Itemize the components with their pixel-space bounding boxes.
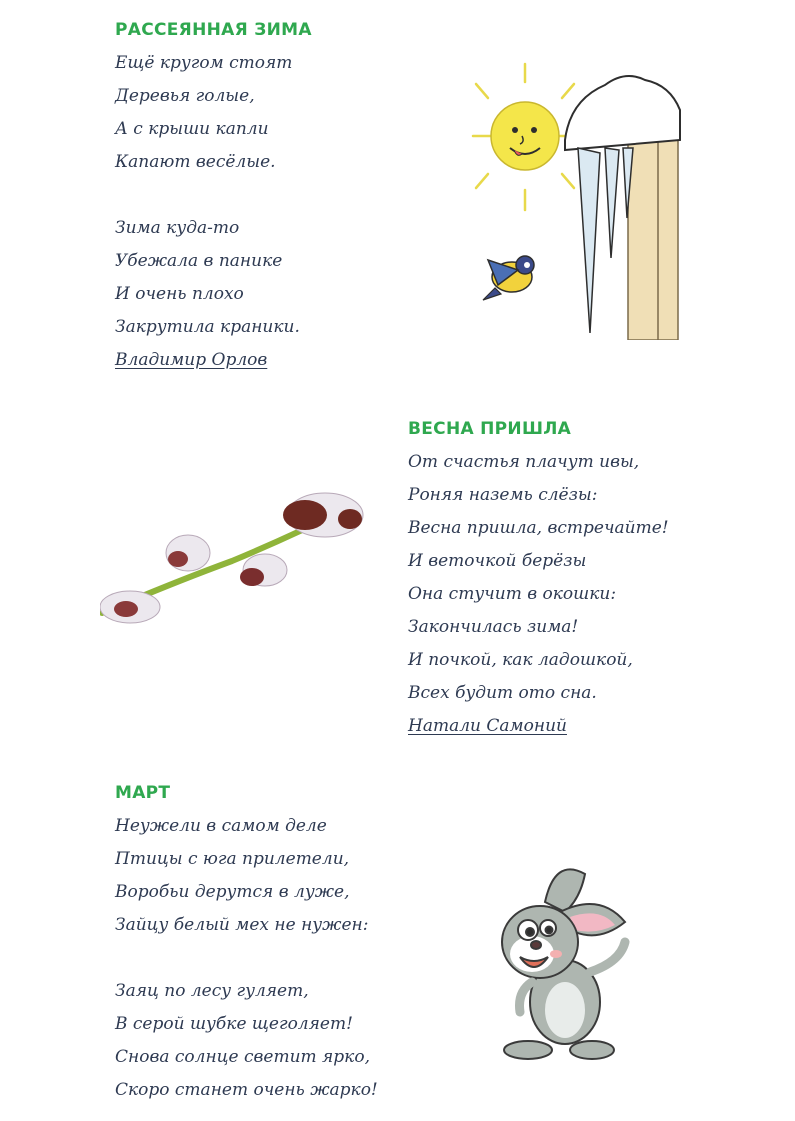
catkin-icon bbox=[100, 591, 160, 623]
poem-line: Деревья голые, bbox=[115, 86, 255, 106]
hare-icon bbox=[502, 869, 625, 1059]
poem-line: Неужели в самом деле bbox=[115, 816, 327, 836]
poem-line: Всех будит ото сна. bbox=[408, 683, 597, 703]
poem-line: Убежала в панике bbox=[115, 251, 283, 271]
poem-line: Закончилась зима! bbox=[408, 617, 579, 637]
sun-icon bbox=[491, 102, 559, 170]
poem-title: РАССЕЯННАЯ ЗИМА bbox=[115, 20, 312, 40]
pussy-willow-branch-illustration bbox=[100, 485, 370, 635]
poem-line: И веточкой берёзы bbox=[408, 551, 587, 571]
poem-line: Снова солнце светит ярко, bbox=[115, 1047, 370, 1067]
stanza-gap bbox=[115, 179, 312, 212]
poem-rasseyannaya-zima bbox=[115, 14, 312, 377]
poem-line: Зайцу белый мех не нужен: bbox=[115, 915, 369, 935]
catkin-icon bbox=[166, 535, 210, 571]
sun-icicles-bird-illustration bbox=[470, 60, 685, 340]
poem-line: Закрутила краники. bbox=[115, 317, 300, 337]
poem-line: В серой шубке щеголяет! bbox=[115, 1014, 353, 1034]
poem-line: Роняя наземь слёзы: bbox=[408, 485, 598, 505]
poem-line: И очень плохо bbox=[115, 284, 244, 304]
bird-icon bbox=[483, 256, 534, 300]
poem-line: А с крыши капли bbox=[115, 119, 269, 139]
poem-line: Капают весёлые. bbox=[115, 152, 276, 172]
poem-mart bbox=[115, 777, 378, 1107]
poem-line: Заяц по лесу гуляет, bbox=[115, 981, 309, 1001]
poem-title: МАРТ bbox=[115, 783, 171, 803]
catkin-icon bbox=[240, 554, 287, 586]
poem-line: Весна пришла, встречайте! bbox=[408, 518, 669, 538]
hare-illustration bbox=[490, 862, 635, 1062]
poem-line: Зима куда-то bbox=[115, 218, 240, 238]
poem-line: И почкой, как ладошкой, bbox=[408, 650, 633, 670]
poem-line: Воробьи дерутся в луже, bbox=[115, 882, 350, 902]
poem-vesna-prishla bbox=[408, 413, 669, 743]
poem-line: Скоро станет очень жарко! bbox=[115, 1080, 378, 1100]
poem-author-link[interactable]: Владимир Орлов bbox=[115, 350, 268, 370]
poem-title: ВЕСНА ПРИШЛА bbox=[408, 419, 572, 439]
poem-author-link[interactable]: Натали Самоний bbox=[408, 716, 567, 736]
stanza-gap bbox=[115, 942, 378, 975]
poem-line: От счастья плачут ивы, bbox=[408, 452, 640, 472]
poem-line: Она стучит в окошки: bbox=[408, 584, 617, 604]
poem-line: Птицы с юга прилетели, bbox=[115, 849, 350, 869]
poem-line: Ещё кругом стоят bbox=[115, 53, 293, 73]
icicles-icon bbox=[565, 76, 680, 340]
